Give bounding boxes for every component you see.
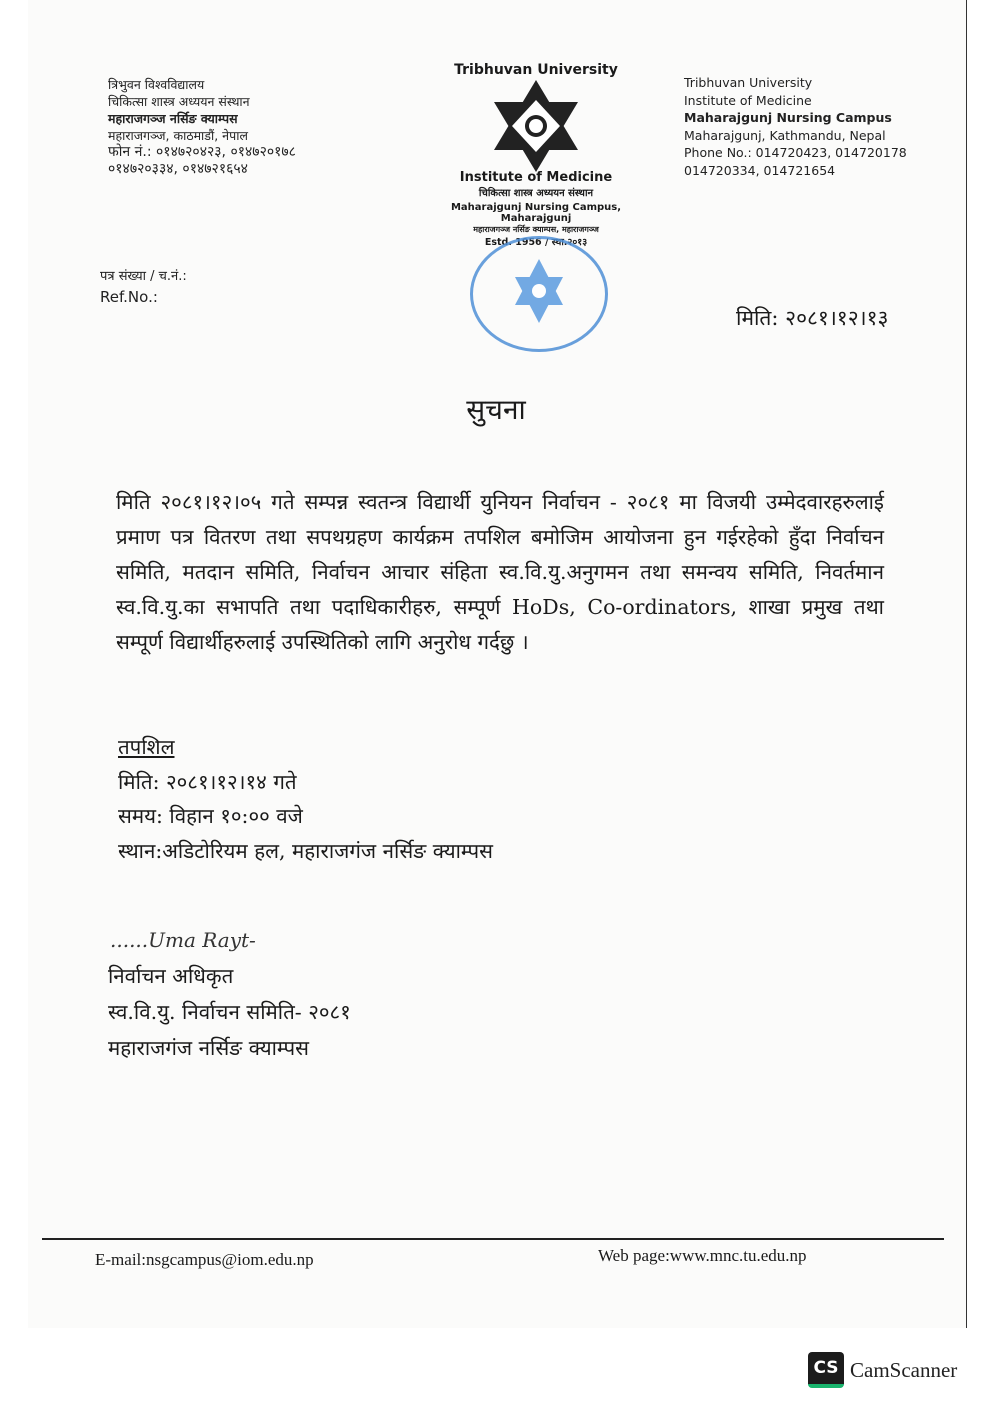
campus-stamp bbox=[470, 236, 608, 352]
header-right bbox=[684, 74, 907, 179]
ref-label-ne: पत्र संख्या / च.नं.: bbox=[100, 269, 187, 284]
schedule-date: मिति: २०८१।१२।१४ गते bbox=[118, 769, 297, 794]
notice-body: मिति २०८१।१२।०५ गते सम्पन्न स्वतन्त्र विद्यार्थी युनियन निर्वाचन - २०८१ मा विजयी उम्मेदवारहरुलाई प्रमाण पत्र वितरण तथा सपथग्रहण कार्यक्रम तपशिल बमोजिम आयोजना हुन गईरहेको हुँदा निर्वाचन समिति, मतदान समिति, निर्वाचन आचार संहिता स्व.वि.यु.अनुगमन तथा समन्वय समिति, निवर्तमान स्व.वि.यु.का सभापति तथा पदाधिकारीहरु, सम्पूर्ण HoDs, Co-ordinators, शाखा प्रमुख तथा सम्पूर्ण विद्यार्थीहरुलाई उपस्थितिको लागि अनुरोध गर्दछु । bbox=[116, 490, 884, 654]
ref-label-en: Ref.No.: bbox=[100, 288, 158, 306]
signatory-campus: महाराजगंज नर्सिङ क्याम्पस bbox=[108, 1036, 309, 1060]
logo-university: Tribhuvan University bbox=[454, 62, 618, 78]
university-logo bbox=[414, 60, 658, 248]
footer-website: Web page:www.mnc.tu.edu.np bbox=[598, 1246, 807, 1265]
campus-name-en: Maharajgunj Nursing Campus bbox=[684, 110, 892, 125]
star-emblem-icon bbox=[486, 78, 586, 174]
signature-block bbox=[108, 922, 351, 1066]
schedule-time: समय: विहान १०:०० वजे bbox=[118, 804, 303, 828]
logo-campus: Maharajgunj Nursing Campus, Maharajgunj bbox=[450, 202, 622, 224]
schedule-heading: तपशिल bbox=[118, 735, 175, 759]
reference-number bbox=[100, 266, 187, 306]
stamp-star-icon bbox=[473, 239, 605, 349]
footer-email: E-mail:nsgcampus@iom.edu.np bbox=[95, 1250, 314, 1269]
camscanner-watermark bbox=[808, 1352, 957, 1388]
phone-en: Phone No.: 014720423, 014720178 bbox=[684, 145, 907, 160]
campus-name-ne: महाराजगञ्ज नर्सिङ क्याम्पस bbox=[108, 111, 238, 126]
logo-institute: Institute of Medicine bbox=[459, 170, 613, 185]
logo-campus-ne: महाराजगञ्ज नर्सिङ क्याम्पस, महाराजगञ्ज bbox=[473, 225, 599, 234]
institute-name-en: Institute of Medicine bbox=[684, 92, 812, 108]
notice-title: सुचना bbox=[466, 393, 526, 426]
phone-ne-2: ०१४७२०३३४, ०१४७२१६५४ bbox=[108, 161, 248, 177]
footer-divider bbox=[42, 1238, 944, 1240]
letter-date: मिति: २०८१।१२।१३ bbox=[736, 306, 889, 330]
university-name-ne: त्रिभुवन विश्वविद्यालय bbox=[108, 77, 205, 92]
address-ne: महाराजगञ्ज, काठमाडौं, नेपाल bbox=[108, 128, 248, 143]
institute-name-ne: चिकित्सा शास्त्र अध्ययन संस्थान bbox=[108, 94, 250, 109]
camscanner-text: CamScanner bbox=[850, 1357, 958, 1382]
signatory-title: निर्वाचन अधिकृत bbox=[108, 964, 234, 988]
camscanner-logo-icon: CS bbox=[808, 1352, 844, 1388]
university-name-en: Tribhuvan University bbox=[684, 75, 813, 90]
phone-en-2: 014720334, 014721654 bbox=[684, 162, 836, 178]
handwritten-signature: ......Uma Rayt- bbox=[110, 928, 256, 952]
logo-estd: Estd. 1956 / स्था.२०१३ bbox=[484, 237, 588, 248]
address-en: Maharajgunj, Kathmandu, Nepal bbox=[684, 127, 886, 143]
header-left bbox=[108, 76, 296, 178]
schedule-venue: स्थान:अडिटोरियम हल, महाराजगंज नर्सिङ क्याम्पस bbox=[118, 838, 493, 863]
logo-institute-ne: चिकित्सा शास्त्र अध्ययन संस्थान bbox=[478, 188, 594, 199]
signatory-committee: स्व.वि.यु. निर्वाचन समिति- २०८१ bbox=[108, 1000, 351, 1024]
phone-ne: फोन नं.: ०१४७२०४२३, ०१४७२०१७८ bbox=[108, 144, 296, 160]
schedule bbox=[118, 730, 493, 868]
